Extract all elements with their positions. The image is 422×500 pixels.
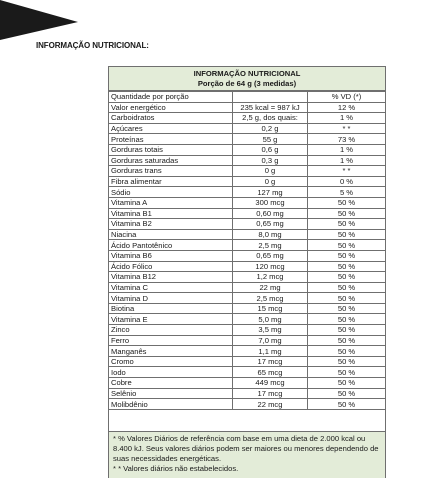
nutrient-amount: 0,65 mg <box>233 250 308 261</box>
nutrient-vd: 50 % <box>308 197 386 208</box>
nutrient-amount: 2,5 mcg <box>233 293 308 304</box>
nutrient-vd: 50 % <box>308 229 386 240</box>
nutrient-vd: 50 % <box>308 399 386 410</box>
nutrient-vd: 50 % <box>308 335 386 346</box>
nutrient-name: Vitamina E <box>109 314 233 325</box>
nutrition-table <box>109 91 385 410</box>
nutrient-name: Carboidratos <box>109 113 233 124</box>
nutrient-vd: 50 % <box>308 293 386 304</box>
nutrient-vd: 50 % <box>308 378 386 389</box>
nutrient-name: Valor energético <box>109 102 233 113</box>
nutrient-amount: 17 mcg <box>233 388 308 399</box>
column-header-row <box>109 92 385 103</box>
nutrient-vd: 73 % <box>308 134 386 145</box>
page-heading: INFORMAÇÃO NUTRICIONAL: <box>36 41 149 50</box>
nutrient-vd: 50 % <box>308 388 386 399</box>
nutrient-amount: 2,5 g, dos quais: <box>233 113 308 124</box>
nutrient-vd: 50 % <box>308 325 386 336</box>
nutrient-amount: 127 mg <box>233 187 308 198</box>
nutrient-name: Vitamina B12 <box>109 272 233 283</box>
nutrient-row <box>109 346 385 357</box>
serving-size: Porção de 64 g (3 medidas) <box>197 78 297 88</box>
footnotes <box>109 431 385 478</box>
nutrient-amount: 2,5 mg <box>233 240 308 251</box>
column-header-vd: % VD (*) <box>308 92 386 103</box>
nutrient-name: Vitamina B6 <box>109 250 233 261</box>
nutrient-vd: 1 % <box>308 155 386 166</box>
nutrient-amount: 0,60 mg <box>233 208 308 219</box>
nutrient-row <box>109 197 385 208</box>
nutrient-name: Niacina <box>109 229 233 240</box>
panel-title: INFORMAÇÃO NUTRICIONAL <box>193 69 301 78</box>
nutrient-amount: 120 mcg <box>233 261 308 272</box>
nutrient-row <box>109 113 385 124</box>
nutrition-facts-panel <box>108 66 386 478</box>
column-header-amount <box>233 92 308 103</box>
nutrient-vd: 0 % <box>308 176 386 187</box>
nutrient-amount: 65 mcg <box>233 367 308 378</box>
nutrient-row <box>109 325 385 336</box>
nutrient-amount: 5,0 mg <box>233 314 308 325</box>
nutrient-row <box>109 229 385 240</box>
nutrient-name: Ácido Pantotênico <box>109 240 233 251</box>
nutrient-row <box>109 272 385 283</box>
nutrient-name: Fibra alimentar <box>109 176 233 187</box>
nutrient-name: Gorduras saturadas <box>109 155 233 166</box>
nutrient-vd: 50 % <box>308 261 386 272</box>
nutrient-amount: 235 kcal = 987 kJ <box>233 102 308 113</box>
column-header-name: Quantidade por porção <box>109 92 233 103</box>
nutrient-amount: 15 mcg <box>233 303 308 314</box>
nutrient-name: Vitamina B1 <box>109 208 233 219</box>
nutrient-amount: 0 g <box>233 176 308 187</box>
panel-header <box>109 67 385 91</box>
nutrient-amount: 7,0 mg <box>233 335 308 346</box>
nutrient-vd: 5 % <box>308 187 386 198</box>
nutrient-row <box>109 166 385 177</box>
nutrient-amount: 22 mg <box>233 282 308 293</box>
nutrient-name: Ferro <box>109 335 233 346</box>
nutrient-vd: 50 % <box>308 282 386 293</box>
nutrient-name: Cobre <box>109 378 233 389</box>
nutrient-name: Cromo <box>109 356 233 367</box>
nutrient-amount: 1,1 mg <box>233 346 308 357</box>
nutrient-name: Sódio <box>109 187 233 198</box>
nutrient-amount: 55 g <box>233 134 308 145</box>
nutrient-vd: 50 % <box>308 367 386 378</box>
nutrient-row <box>109 314 385 325</box>
nutrient-vd: 50 % <box>308 240 386 251</box>
nutrient-vd: 50 % <box>308 272 386 283</box>
nutrient-amount: 0,65 mg <box>233 219 308 230</box>
nutrient-row <box>109 378 385 389</box>
nutrient-name: Vitamina D <box>109 293 233 304</box>
nutrient-amount: 0,6 g <box>233 144 308 155</box>
nutrient-vd: 12 % <box>308 102 386 113</box>
nutrient-name: Iodo <box>109 367 233 378</box>
nutrient-row <box>109 293 385 304</box>
nutrient-name: Biotina <box>109 303 233 314</box>
nutrient-amount: 449 mcg <box>233 378 308 389</box>
nutrient-name: Manganês <box>109 346 233 357</box>
corner-decoration <box>0 0 422 40</box>
nutrient-row <box>109 176 385 187</box>
nutrient-row <box>109 123 385 134</box>
nutrient-amount: 22 mcg <box>233 399 308 410</box>
nutrient-vd: 50 % <box>308 314 386 325</box>
nutrient-row <box>109 134 385 145</box>
nutrient-vd: 50 % <box>308 208 386 219</box>
nutrient-row <box>109 219 385 230</box>
nutrient-amount: 1,2 mcg <box>233 272 308 283</box>
nutrient-row <box>109 240 385 251</box>
nutrient-vd: 50 % <box>308 250 386 261</box>
nutrient-amount: 3,5 mg <box>233 325 308 336</box>
nutrient-name: Vitamina C <box>109 282 233 293</box>
nutrient-amount: 0,2 g <box>233 123 308 134</box>
nutrient-row <box>109 102 385 113</box>
nutrient-row <box>109 282 385 293</box>
nutrient-row <box>109 356 385 367</box>
nutrient-amount: 17 mcg <box>233 356 308 367</box>
nutrient-name: Gorduras trans <box>109 166 233 177</box>
nutrient-name: Selênio <box>109 388 233 399</box>
footnote-reference: * % Valores Diários de referência com base em uma dieta de 2.000 kcal ou 8.400 kJ. Seus valores diários podem ser maiores ou menores dependendo de suas necessidades energéticas. <box>113 434 379 463</box>
nutrient-row <box>109 187 385 198</box>
nutrient-vd: 1 % <box>308 113 386 124</box>
nutrient-vd: 1 % <box>308 144 386 155</box>
nutrient-vd: 50 % <box>308 356 386 367</box>
nutrient-row <box>109 261 385 272</box>
nutrient-amount: 0 g <box>233 166 308 177</box>
nutrient-vd: 50 % <box>308 346 386 357</box>
nutrient-name: Molibdênio <box>109 399 233 410</box>
nutrient-name: Zinco <box>109 325 233 336</box>
nutrient-row <box>109 335 385 346</box>
nutrient-amount: 0,3 g <box>233 155 308 166</box>
nutrient-vd: 50 % <box>308 303 386 314</box>
nutrient-name: Vitamina A <box>109 197 233 208</box>
footnote-not-established: * * Valores diários não estabelecidos. <box>113 464 239 473</box>
nutrient-row <box>109 144 385 155</box>
nutrient-name: Ácido Fólico <box>109 261 233 272</box>
nutrient-row <box>109 367 385 378</box>
nutrient-name: Proteínas <box>109 134 233 145</box>
nutrient-row <box>109 399 385 410</box>
nutrient-row <box>109 155 385 166</box>
nutrient-vd: * * <box>308 166 386 177</box>
nutrient-row <box>109 208 385 219</box>
nutrient-row <box>109 303 385 314</box>
nutrient-name: Gorduras totais <box>109 144 233 155</box>
nutrient-name: Açúcares <box>109 123 233 134</box>
nutrient-vd: 50 % <box>308 219 386 230</box>
nutrient-amount: 300 mcg <box>233 197 308 208</box>
nutrient-name: Vitamina B2 <box>109 219 233 230</box>
nutrient-row <box>109 250 385 261</box>
nutrient-amount: 8,0 mg <box>233 229 308 240</box>
nutrient-row <box>109 388 385 399</box>
nutrient-vd: * * <box>308 123 386 134</box>
